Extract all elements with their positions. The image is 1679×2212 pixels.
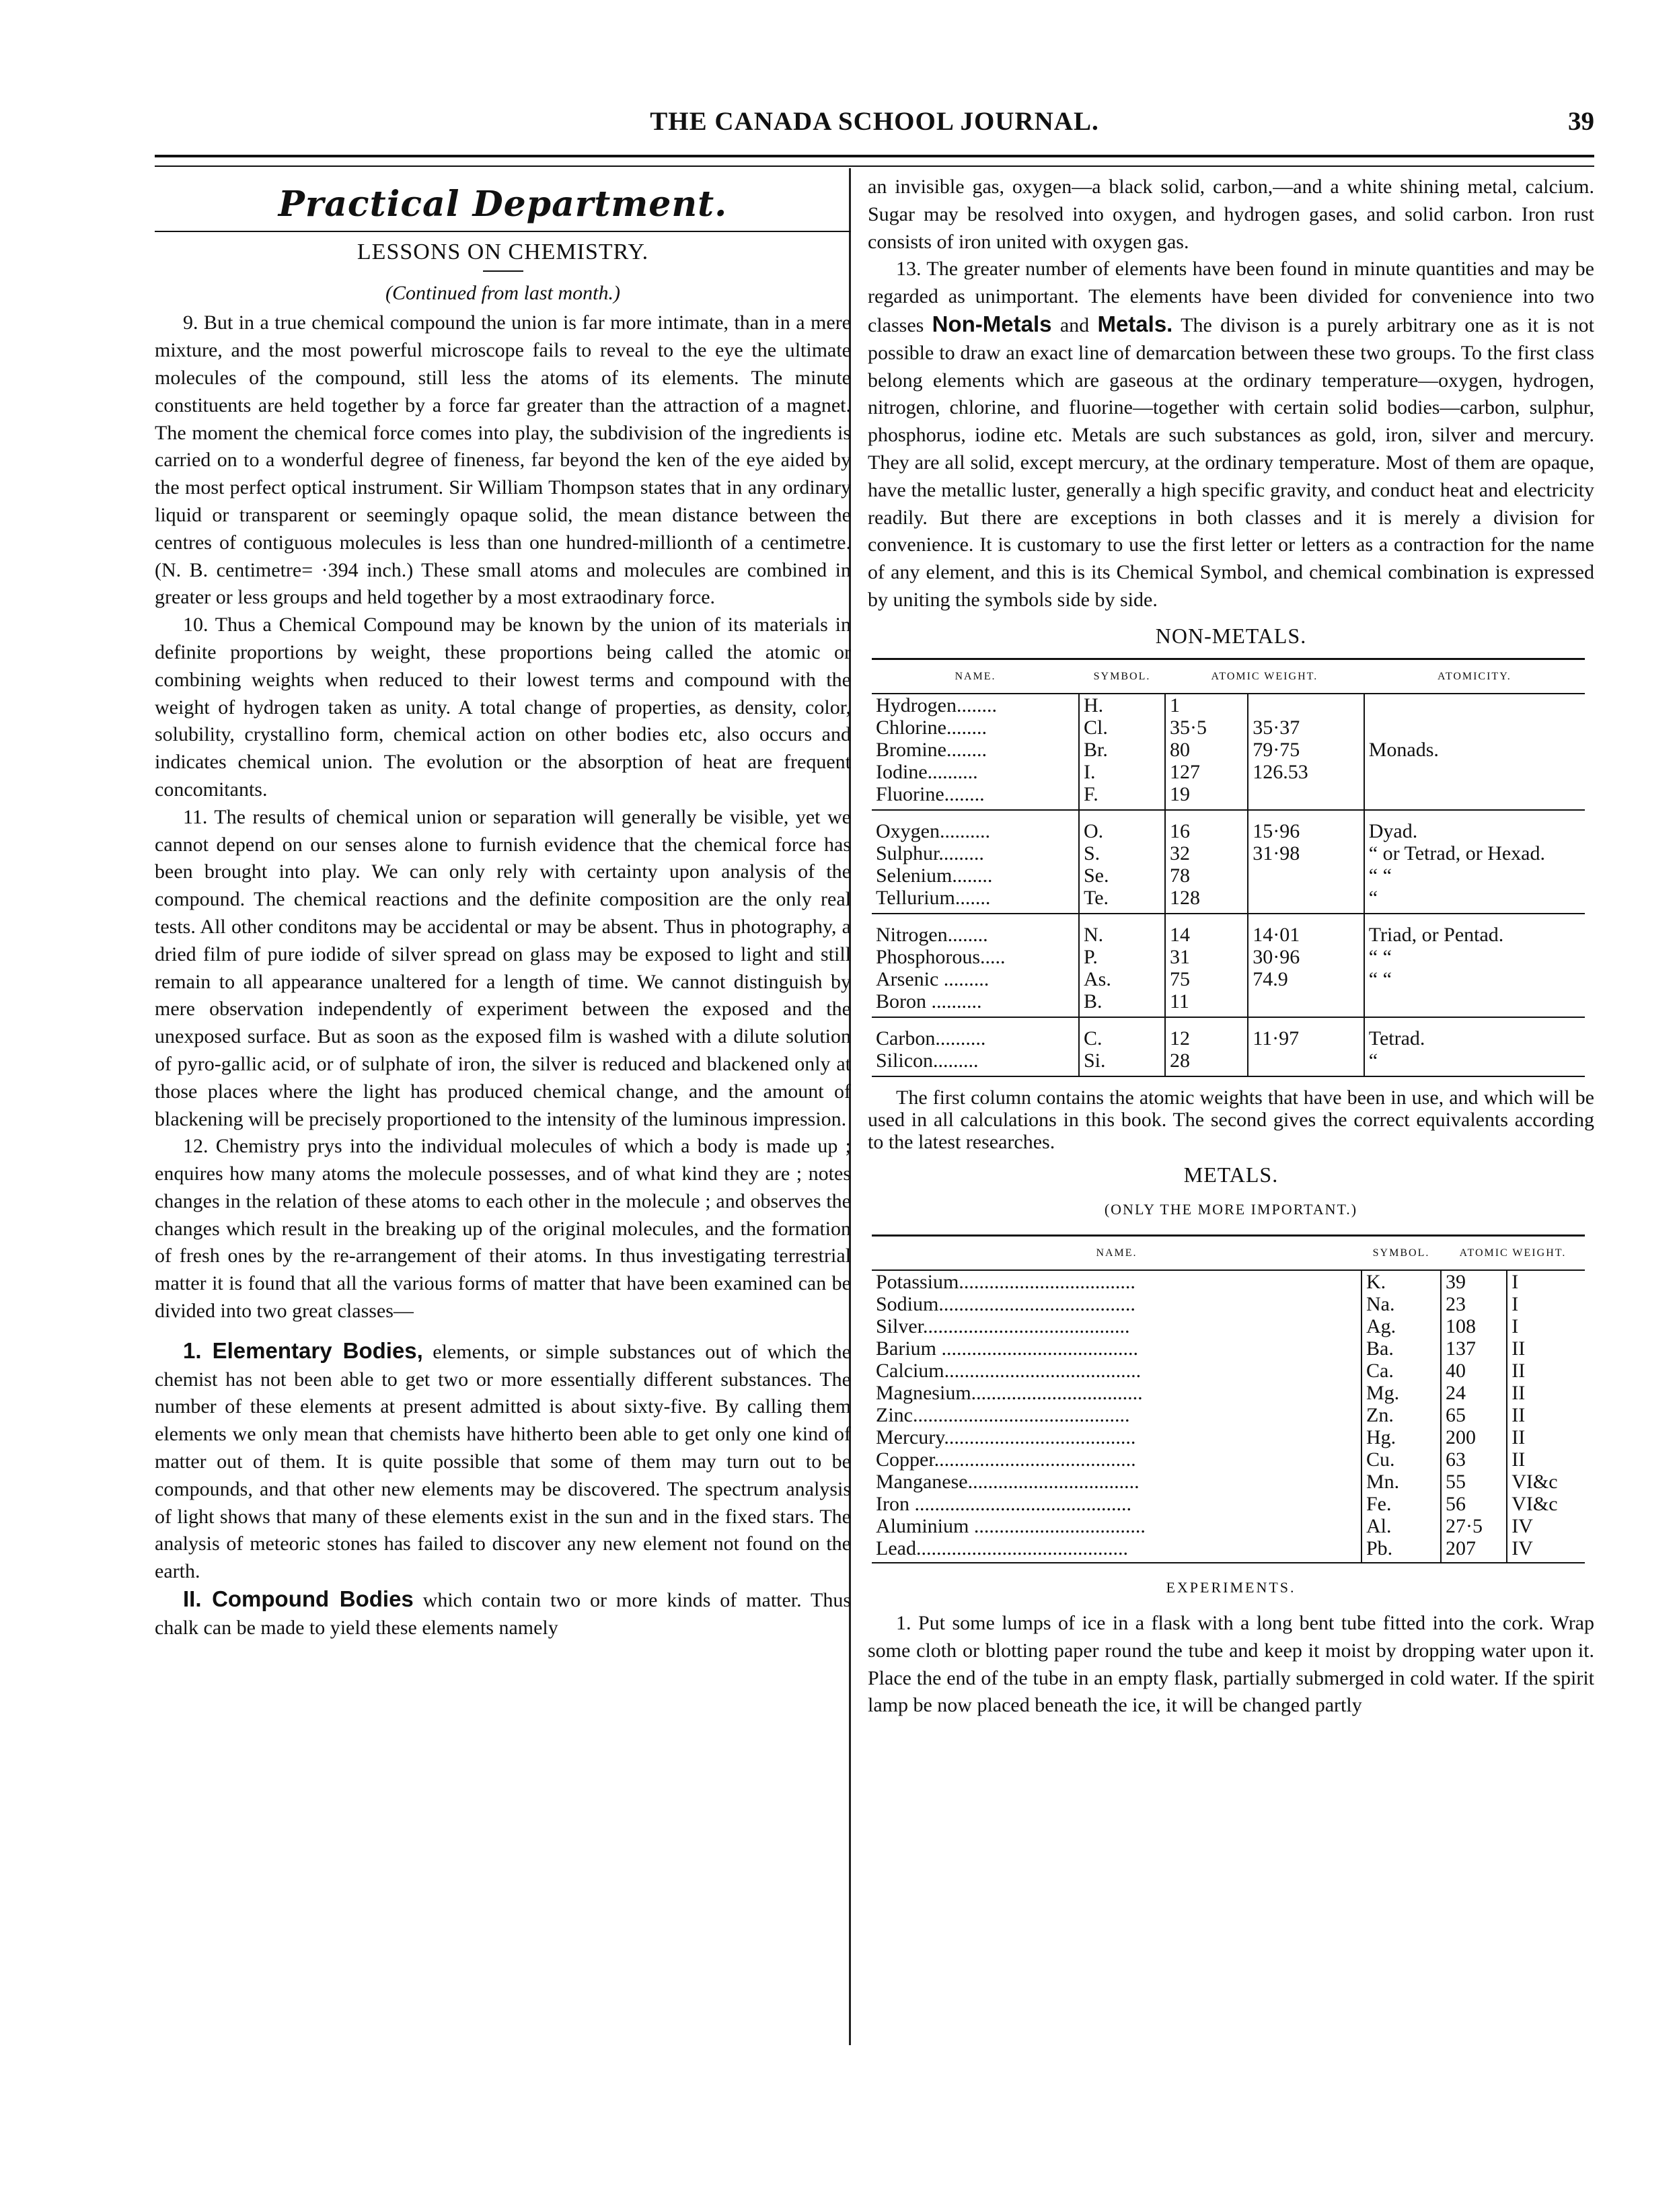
element-name: Tellurium....... (872, 887, 1079, 914)
element-name: Oxygen.......... (876, 819, 990, 842)
atomic-weight-old: 32 (1165, 842, 1248, 864)
non-metal-row (872, 716, 1585, 739)
atomicity: “ or Tetrad, or Hexad. (1364, 842, 1585, 864)
metals-body (872, 1270, 1585, 1563)
metal-row (872, 1404, 1585, 1426)
spacer-cell (1248, 810, 1364, 820)
spacer-cell (1165, 1017, 1248, 1027)
spacer-cell (872, 810, 1079, 820)
element-name: Sulphur......... (876, 842, 984, 864)
paragraph-13-text-b: The divison is a purely arbitrary one as it is not possible to draw an exact line of demarcation between these two groups. To the first class belong elements which are gaseous at the ordinary temperature—oxygen, hydrogen, nitrogen, chlorine, and fluorine—together with certain solid bodies—carbon, sulphur, phosphorus, iodine etc. Metals are such substances as gold, iron, silver and mercury. They are all solid, except mercury, at the ordinary temperature. Most of them are opaque, have the metallic luster, generally a high specific gravity, and conduct heat and electricity readily. But there are exceptions in both classes and it is merely a division for convenience. It is customary to use the first letter or letters as a contraction for the name of any element, and this is its Chemical Symbol, and chemical combination is expressed by uniting the symbols side by side. (868, 314, 1594, 611)
valence: II (1507, 1382, 1585, 1404)
metal-symbol: Al. (1361, 1515, 1441, 1537)
metal-row (872, 1426, 1585, 1448)
atomic-weight: 27·5 (1441, 1515, 1507, 1537)
metal-symbol: Hg. (1361, 1426, 1441, 1448)
element-symbol: F. (1079, 783, 1165, 810)
col-header-name: NAME. (872, 659, 1079, 694)
experiments-title: EXPERIMENTS. (1166, 1579, 1296, 1596)
element-name: Boron .......... (872, 990, 1079, 1017)
atomic-weight-new: 31·98 (1248, 842, 1364, 864)
section-rule (155, 231, 851, 232)
page-number: 39 (1568, 107, 1594, 136)
atomic-weight-new (1248, 694, 1364, 716)
metal-row (872, 1293, 1585, 1315)
element-name: Iodine.......... (876, 760, 978, 783)
paragraph-10: 10. Thus a Chemical Compound may be known by the union of its materials in definite proportions by weight, these proportions being called the atomic or combining weights when reduced to their lowest terms and compound with the weight of hydrogen taken as unity. A total change of properties, as density, color, solubility, crystallino form, chemical action on other bodies etc, also occurs and indicates chemical union. The evolution or the absorption of heat are frequent concomitants. (155, 614, 851, 801)
atomicity: Dyad. (1364, 820, 1585, 842)
valence: II (1507, 1360, 1585, 1382)
metal-name: Lead.......................................... (872, 1537, 1361, 1563)
atomicity (1364, 990, 1585, 1017)
metals-term: Metals. (1097, 311, 1173, 336)
atomic-weight: 200 (1441, 1426, 1507, 1448)
atomic-weight-new (1248, 990, 1364, 1017)
metal-name: Aluminium .................................. (876, 1515, 1146, 1538)
metal-name: Sodium....................................... (876, 1293, 1135, 1316)
non-metals-body (872, 694, 1585, 1076)
metal-name: Copper........................................ (876, 1448, 1136, 1471)
valence: I (1507, 1293, 1585, 1315)
metal-row (872, 1382, 1585, 1404)
metal-name: Barium ....................................... (876, 1337, 1138, 1360)
non-metals-note: The first column contains the atomic weights that have been in use, and which will be used in all calculations in this book. The second gives the correct equivalents according to the latest researches. (868, 1086, 1594, 1153)
spacer-cell (1079, 810, 1165, 820)
valence: VI&c (1507, 1493, 1585, 1515)
experiment-1: 1. Put some lumps of ice in a flask with a long bent tube fitted into the cork. Wrap some cloth or blotting paper round the tube and keep it moist by dropping water upon it. Place the end of the tube in an empty flask, partially submerged in cold water. If the spirit lamp be now placed beneath the ice, it will be changed partly (868, 1611, 1594, 1717)
compound-bodies-text: which contain two or more kinds of matter. Thus chalk can be made to yield these elements namely (155, 1589, 851, 1639)
valence: I (1507, 1315, 1585, 1337)
atomic-weight-new: 74.9 (1248, 968, 1364, 990)
non-metals-table (872, 658, 1585, 1077)
element-name: Arsenic ......... (876, 967, 990, 990)
paragraph-9: 9. But in a true chemical compound the union is far more intimate, than in a mere mixture, and the most powerful microscope fails to reveal to the eye the ultimate molecules of the compound, still less the atoms of its elements. The minute constituents are held together by a force far greater than the attraction of a magnet. The moment the chemical force comes into play, the subdivision of the ingredients is carried on to a wonderful degree of fineness, far beyond the ken of the eye aided by the most perfect optical instrument. Sir William Thompson states that in any ordinary liquid or transparent or seemingly opaque solid, the mean distance between the centres of contiguous molecules is less than one hundred-millionth of a centimetre. (N. B. centimetre= ·394 inch.) These small atoms and molecules are combined in greater or less groups and held together by a most extraodinary force. (155, 311, 851, 609)
department-heading: Practical Department. (278, 184, 728, 225)
non-metal-row (872, 842, 1585, 864)
valence: IV (1507, 1537, 1585, 1563)
group-spacer (872, 1017, 1585, 1027)
element-name: Hydrogen........ (876, 694, 997, 716)
spacer-cell (1248, 1017, 1364, 1027)
metal-row (872, 1448, 1585, 1471)
metal-name: Mercury...................................... (876, 1426, 1136, 1449)
col-header-weight: ATOMIC WEIGHT. (1165, 659, 1364, 694)
element-symbol: Cl. (1079, 716, 1165, 739)
atomicity: “ “ (1364, 968, 1585, 990)
atomic-weight-new: 11·97 (1248, 1027, 1364, 1049)
element-symbol: Se. (1079, 864, 1165, 887)
metal-symbol: K. (1361, 1270, 1441, 1293)
metal-name: Iron ........................................... (876, 1493, 1131, 1516)
valence: VI&c (1507, 1471, 1585, 1493)
compound-bodies-heading: II. Compound Bodies (183, 1586, 414, 1612)
lesson-title: LESSONS ON CHEMISTRY. (357, 239, 649, 264)
valence: IV (1507, 1515, 1585, 1537)
non-metal-row (872, 761, 1585, 783)
metals-title: METALS. (1183, 1162, 1279, 1187)
atomic-weight-old: 1 (1165, 694, 1248, 716)
header-rule-thin (155, 165, 1594, 167)
metal-symbol: Ca. (1361, 1360, 1441, 1382)
col-header-name: NAME. (872, 1236, 1361, 1271)
valence: II (1507, 1404, 1585, 1426)
metal-symbol: Na. (1361, 1293, 1441, 1315)
metal-name: Zinc........................................... (876, 1404, 1130, 1427)
atomic-weight: 207 (1441, 1537, 1507, 1563)
left-column (155, 174, 851, 1642)
spacer-cell (1364, 1017, 1585, 1027)
non-metal-row (872, 968, 1585, 990)
element-symbol: Si. (1079, 1049, 1165, 1076)
spacer-cell (1079, 1017, 1165, 1027)
element-name: Carbon.......... (876, 1027, 986, 1049)
non-metal-row (872, 864, 1585, 887)
atomic-weight: 65 (1441, 1404, 1507, 1426)
atomicity: “ “ (1364, 946, 1585, 968)
metal-symbol: Ag. (1361, 1315, 1441, 1337)
metal-symbol: Zn. (1361, 1404, 1441, 1426)
atomic-weight-new (1248, 1049, 1364, 1076)
atomic-weight-old: 80 (1165, 739, 1248, 761)
valence: II (1507, 1426, 1585, 1448)
atomic-weight: 137 (1441, 1337, 1507, 1360)
atomic-weight-old: 78 (1165, 864, 1248, 887)
atomicity (1364, 783, 1585, 810)
atomic-weight-new (1248, 864, 1364, 887)
atomic-weight-new: 30·96 (1248, 946, 1364, 968)
element-name: Fluorine........ (872, 783, 1079, 810)
non-metal-row (872, 946, 1585, 968)
non-metals-title: NON-METALS. (1155, 623, 1307, 648)
element-symbol: I. (1079, 761, 1165, 783)
metal-row (872, 1337, 1585, 1360)
non-metal-row (872, 820, 1585, 842)
metal-symbol: Fe. (1361, 1493, 1441, 1515)
element-name: Silicon......... (872, 1049, 1079, 1076)
atomicity: “ (1364, 887, 1585, 914)
atomic-weight-new: 79·75 (1248, 739, 1364, 761)
non-metals-term: Non-Metals (932, 311, 1052, 336)
paragraph-11: 11. The results of chemical union or separation will generally be visible, yet we cannot depend on our senses alone to furnish evidence that the chemical force has been brought into play. We can only rely with certainty upon analysis of the compound. The chemical reactions and the definite composition are the only real tests. All other conditons may be accidental or may be absent. Thus in photography, a dried film of pure iodide of silver spread on glass may be exposed to light and still remain to all appearance unaltered for a length of time. We cannot distinguish by mere observation independently of experiment between the exposed and the unexposed surface. But as soon as the exposed film is washed with a dilute solution of pyro-gallic acid, or of sulphate of iron, the silver is reduced and blackened only at those places where the light has produced chemical change, and the amount of blackening will be precisely proportioned to the intensity of the luminous impression. (155, 805, 851, 1130)
paragraph-elementary-bodies (155, 1337, 851, 1586)
atomicity: Tetrad. (1364, 1027, 1585, 1049)
element-name: Selenium........ (876, 864, 993, 887)
non-metal-row (872, 1027, 1585, 1049)
atomic-weight-old: 127 (1165, 761, 1248, 783)
element-name: Chlorine........ (876, 716, 987, 739)
valence: II (1507, 1448, 1585, 1471)
metal-name: Magnesium.................................. (876, 1382, 1143, 1405)
atomicity: Monads. (1364, 739, 1585, 761)
metal-name: Silver......................................... (876, 1315, 1130, 1338)
atomic-weight-old: 128 (1165, 887, 1248, 914)
metal-symbol: Ba. (1361, 1337, 1441, 1360)
spacer-cell (872, 914, 1079, 924)
paragraph-13-text-a: 13. The greater number of elements have been found in minute quantities and may be regarded as unimportant. The elements have been divided for convenience into two classes (868, 258, 1594, 336)
element-symbol: S. (1079, 842, 1165, 864)
metal-row (872, 1360, 1585, 1382)
metals-table (872, 1234, 1585, 1563)
title-rule (483, 270, 523, 272)
element-symbol: C. (1079, 1027, 1165, 1049)
valence: II (1507, 1337, 1585, 1360)
atomic-weight: 24 (1441, 1382, 1507, 1404)
spacer-cell (1165, 914, 1248, 924)
atomic-weight: 108 (1441, 1315, 1507, 1337)
element-symbol: N. (1079, 924, 1165, 946)
atomic-weight-old: 12 (1165, 1027, 1248, 1049)
spacer-cell (1248, 914, 1364, 924)
atomicity (1364, 761, 1585, 783)
valence: I (1507, 1270, 1585, 1293)
continued-note: (Continued from last month.) (385, 281, 620, 304)
metal-symbol: Mn. (1361, 1471, 1441, 1493)
atomicity (1364, 716, 1585, 739)
atomic-weight: 63 (1441, 1448, 1507, 1471)
metal-name: Manganese.................................. (876, 1471, 1140, 1494)
atomic-weight: 39 (1441, 1270, 1507, 1293)
paragraph-continued: an invisible gas, oxygen—a black solid, carbon,—and a white shining metal, calcium. Sugar may be resolved into oxygen, and hydrogen gases, and solid carbon. Iron rust consists of iron united with oxygen gas. (868, 176, 1594, 253)
metals-subtitle: (ONLY THE MORE IMPORTANT.) (1104, 1201, 1358, 1218)
element-name: Phosphorous..... (876, 945, 1006, 968)
metal-row (872, 1537, 1585, 1563)
atomicity: “ (1364, 1049, 1585, 1076)
non-metal-row (872, 887, 1585, 914)
metal-symbol: Pb. (1361, 1537, 1441, 1563)
atomic-weight-old: 19 (1165, 783, 1248, 810)
spacer-cell (1165, 810, 1248, 820)
metal-symbol: Cu. (1361, 1448, 1441, 1471)
atomic-weight-new (1248, 887, 1364, 914)
atomic-weight-old: 16 (1165, 820, 1248, 842)
elementary-bodies-heading: 1. Elementary Bodies, (183, 1337, 423, 1363)
paragraph-13-and: and (1051, 314, 1098, 336)
atomic-weight-new: 14·01 (1248, 924, 1364, 946)
group-spacer (872, 810, 1585, 820)
spacer-cell (1079, 914, 1165, 924)
atomic-weight-new: 126.53 (1248, 761, 1364, 783)
col-header-symbol: SYMBOL. (1079, 659, 1165, 694)
spacer-cell (1364, 810, 1585, 820)
journal-title: THE CANADA SCHOOL JOURNAL. (650, 107, 1099, 136)
metal-name: Calcium....................................... (876, 1360, 1142, 1382)
atomicity: Triad, or Pentad. (1364, 924, 1585, 946)
paragraph-12: 12. Chemistry prys into the individual molecules of which a body is made up ; enquires how many atoms the molecule possesses, and of what kind they are ; notes changes in the relation of these atoms to each other in the molecule ; and observes the changes which result in the breaking up of the original molecules, and the formation of fresh ones by the re-arrangement of their atoms. In thus investigating terrestrial matter it is found that all the various forms of matter that have been examined can be divided into two great classes— (155, 1135, 851, 1323)
non-metal-row (872, 1049, 1585, 1076)
atomic-weight: 55 (1441, 1471, 1507, 1493)
metal-row (872, 1270, 1585, 1293)
atomic-weight-new: 15·96 (1248, 820, 1364, 842)
element-symbol: As. (1079, 968, 1165, 990)
metal-row (872, 1515, 1585, 1537)
atomic-weight-new: 35·37 (1248, 716, 1364, 739)
spacer-cell (872, 1017, 1079, 1027)
metal-row (872, 1471, 1585, 1493)
spacer-cell (1364, 914, 1585, 924)
non-metal-row (872, 990, 1585, 1017)
atomic-weight-old: 11 (1165, 990, 1248, 1017)
atomic-weight: 56 (1441, 1493, 1507, 1515)
element-symbol: O. (1079, 820, 1165, 842)
element-symbol: B. (1079, 990, 1165, 1017)
atomic-weight-old: 28 (1165, 1049, 1248, 1076)
elementary-bodies-text: elements, or simple substances out of which the chemist has not been able to get two or more essentially different substances. The number of these elements at present admitted is about sixty-five. By calling them elements we only mean that chemists have hitherto been able to get only one kind of matter out of them. It is quite possible that some of them may turn out to be compounds, and that other new elements may be discovered. The spectrum analysis of light shows that many of these elements exist in the sun and in the fixed stars. The analysis of meteoric stones has failed to discover any new element not found on the earth. (155, 1340, 851, 1583)
col-header-weight: ATOMIC WEIGHT. (1441, 1236, 1585, 1271)
col-header-symbol: SYMBOL. (1361, 1236, 1441, 1271)
element-symbol: Br. (1079, 739, 1165, 761)
element-name: Nitrogen........ (876, 923, 988, 946)
page-header (155, 101, 1594, 148)
element-name: Bromine........ (876, 738, 987, 761)
non-metal-row (872, 694, 1585, 716)
metal-row (872, 1493, 1585, 1515)
atomic-weight-old: 35·5 (1165, 716, 1248, 739)
group-spacer (872, 914, 1585, 924)
element-symbol: H. (1079, 694, 1165, 716)
metal-row (872, 1315, 1585, 1337)
metal-symbol: Mg. (1361, 1382, 1441, 1404)
element-symbol: P. (1079, 946, 1165, 968)
atomic-weight: 40 (1441, 1360, 1507, 1382)
atomic-weight-old: 14 (1165, 924, 1248, 946)
right-column (868, 174, 1594, 1720)
paragraph-13 (868, 256, 1594, 614)
header-rule (155, 155, 1594, 157)
atomicity (1364, 694, 1585, 716)
atomicity: “ “ (1364, 864, 1585, 887)
non-metal-row (872, 739, 1585, 761)
paragraph-compound-bodies (155, 1586, 851, 1642)
atomic-weight-old: 31 (1165, 946, 1248, 968)
non-metal-row (872, 783, 1585, 810)
col-header-atomicity: ATOMICITY. (1364, 659, 1585, 694)
element-symbol: Te. (1079, 887, 1165, 914)
atomic-weight: 23 (1441, 1293, 1507, 1315)
atomic-weight-new (1248, 783, 1364, 810)
atomic-weight-old: 75 (1165, 968, 1248, 990)
metal-name: Potassium................................... (876, 1271, 1135, 1294)
non-metal-row (872, 924, 1585, 946)
